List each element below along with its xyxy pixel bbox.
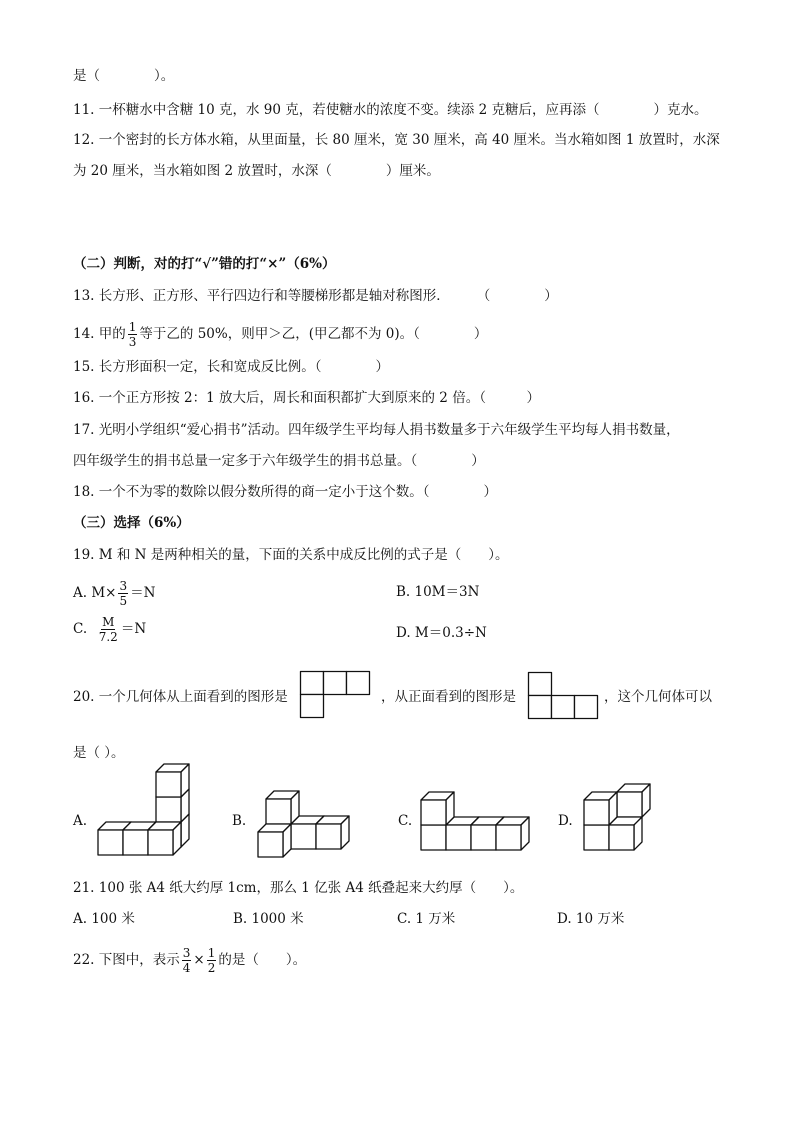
question-15: 15. 长方形面积一定，长和宽成反比例。（ ）: [73, 359, 390, 375]
front-view-figure: [528, 672, 598, 720]
cube-face: [584, 825, 609, 850]
question-16: 16. 一个正方形按 2：1 放大后，周长和面积都扩大到原来的 2 倍。（ ）: [73, 390, 540, 406]
q10-tail: 是（ ）。: [73, 68, 175, 84]
question-22: 22. 下图中，表示 $\frac{3}{4}$ × $\frac{1}{2}$ 的是（ ）。: [73, 946, 307, 975]
fraction-one-half: $\frac{1}{2}$: [207, 946, 216, 975]
cube-drawing: [98, 764, 189, 855]
cube-face: [258, 832, 283, 857]
question-19: 19. M 和 N 是两种相关的量，下面的关系中成反比例的式子是（ ）。: [73, 547, 509, 563]
fraction-three-fifths: $\frac{3}{5}$: [119, 579, 128, 608]
q20-option-c-label: C.: [398, 813, 413, 829]
question-20-part3: ，这个几何体可以: [604, 689, 712, 705]
q20-option-a-label: A.: [73, 813, 88, 829]
q21-option-d: D. 10 万米: [557, 911, 625, 927]
cube-face: [617, 792, 642, 817]
q20-option-b-label: B.: [232, 813, 247, 829]
fraction-three-quarters: $\frac{3}{4}$: [182, 946, 191, 975]
question-18: 18. 一个不为零的数除以假分数所得的商一定小于这个数。（ ）: [73, 484, 498, 500]
q19-option-d: D. M＝0.3÷N: [396, 625, 487, 641]
q19-option-c: C. $\frac{M}{7.2}$ ＝N: [73, 615, 147, 644]
question-12-line1: 12. 一个密封的长方体水箱，从里面量，长 80 厘米，宽 30 厘米，高 40 厘米。当水箱如图 1 放置时，水深: [73, 132, 720, 148]
cube-face: [148, 830, 173, 855]
q20-option-a-solid: [98, 780, 198, 860]
question-20-part2: ，从正面看到的图形是: [381, 689, 516, 705]
cube-face: [123, 830, 148, 855]
cube-face: [609, 825, 634, 850]
section-heading-choice: （三）选择（6%）: [73, 515, 190, 531]
q20-option-b-solid: [258, 782, 358, 862]
cube-face: [98, 830, 123, 855]
question-17-line2: 四年级学生的捐书总量一定多于六年级学生的捐书总量。（ ）: [73, 453, 485, 469]
question-20-part1: 20. 一个几何体从上面看到的图形是: [73, 689, 288, 705]
cube-face: [584, 800, 609, 825]
cube-face: [421, 825, 446, 850]
section-heading-judgement: （二）判断，对的打“√”错的打“×”（6%）: [73, 256, 336, 272]
question-21: 21. 100 张 A4 纸大约厚 1cm，那么 1 亿张 A4 纸叠起来大约厚（ ）。: [73, 880, 524, 896]
question-11: 11. 一杯糖水中含糖 10 克，水 90 克，若使糖水的浓度不变。续添 2 克糖后，应再添（ ）克水。: [73, 102, 708, 118]
q20-option-d-label: D.: [558, 813, 573, 829]
fraction-one-third: $\frac{1}{3}$: [128, 320, 137, 349]
q19-option-a: A. M× $\frac{3}{5}$ ＝N: [73, 579, 156, 608]
question-20-part4: 是（ ）。: [73, 745, 125, 761]
q20-option-d-solid: [584, 785, 664, 855]
q21-option-b: B. 1000 米: [233, 911, 304, 927]
cube-face: [291, 824, 316, 849]
question-14: 14. 甲的 $\frac{1}{3}$ 等于乙的 50%，则甲＞乙，(甲乙都不为 0)。（ ）: [73, 320, 488, 349]
q19-option-b: B. 10M＝3N: [396, 584, 480, 600]
q20-option-c-solid: [421, 785, 536, 855]
q21-option-a: A. 100 米: [73, 911, 135, 927]
cube-face: [316, 824, 341, 849]
cube-face: [421, 800, 446, 825]
cube-face: [446, 825, 471, 850]
question-12-line2: 为 20 厘米，当水箱如图 2 放置时，水深（ ）厘米。: [73, 163, 440, 179]
cube-face: [266, 799, 291, 824]
cube-face: [156, 797, 181, 822]
question-17-line1: 17. 光明小学组织“爱心捐书”活动。四年级学生平均每人捐书数量多于六年级学生平均每人捐书数量，: [73, 422, 680, 438]
cube-face: [471, 825, 496, 850]
fraction-m-over-7-2: $\frac{M}{7.2}$: [98, 615, 118, 644]
q21-option-c: C. 1 万米: [397, 911, 456, 927]
cube-face: [496, 825, 521, 850]
top-view-figure: [300, 671, 370, 719]
cube-face: [156, 772, 181, 797]
question-13: 13. 长方形、正方形、平行四边行和等腰梯形都是轴对称图形． （ ）: [73, 288, 558, 304]
